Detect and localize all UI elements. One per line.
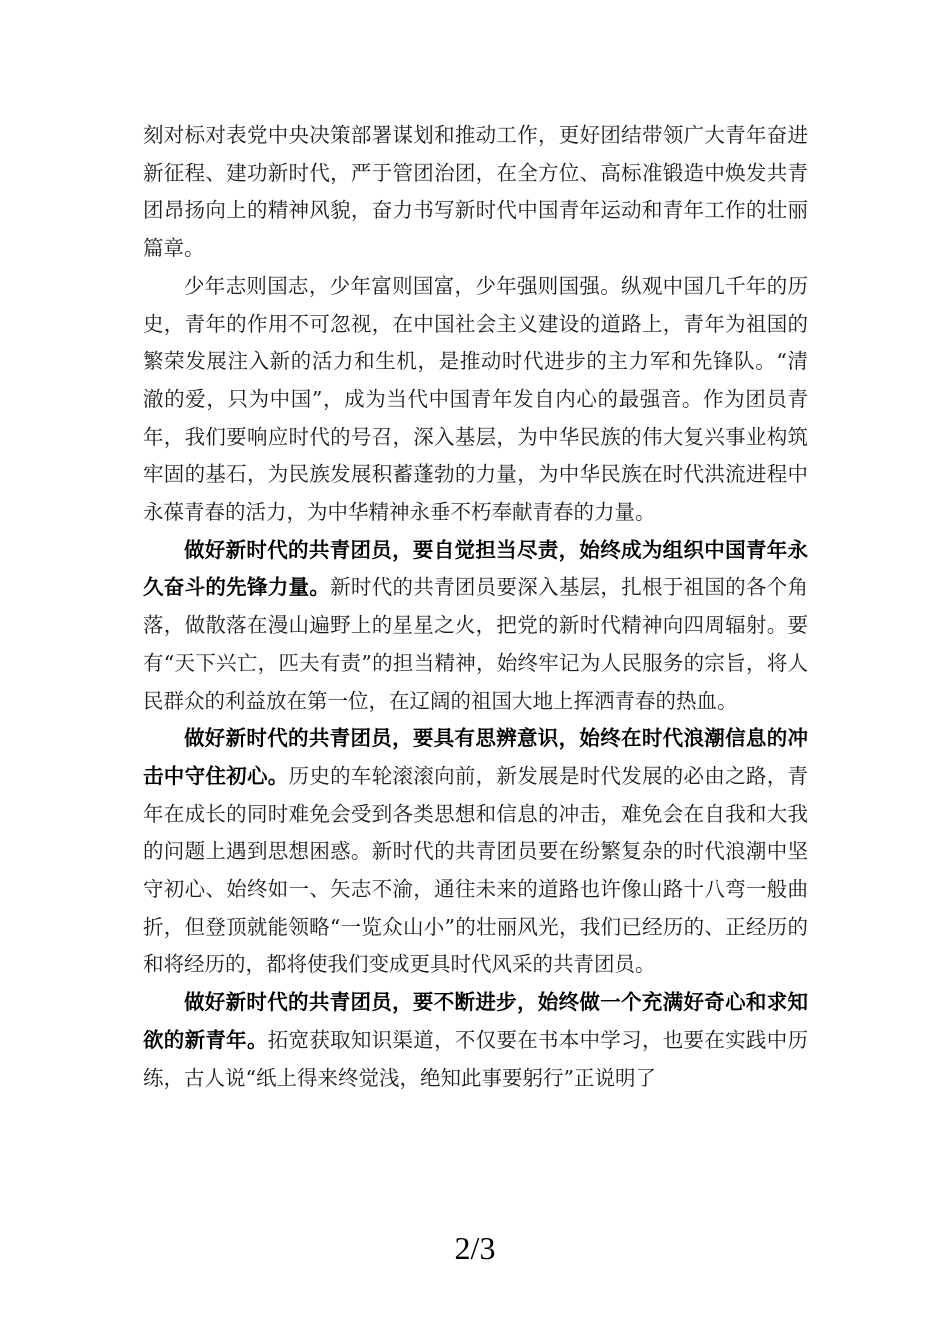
paragraph-1 — [143, 117, 808, 268]
paragraph-4 — [143, 720, 808, 984]
paragraph-3 — [143, 532, 808, 721]
paragraph-3-text: 新时代的共青团员要深入基层，扎根于祖国的各个角落，做散落在漫山遍野上的星星之火，把党的新时代精神向四周辐射。要有“天下兴亡，匹夫有责”的担当精神，始终牢记为人民服务的宗旨，将人民群众的利益放在第一位，在辽阔的祖国大地上挥洒青春的热血。 — [143, 575, 809, 713]
paragraph-2 — [143, 268, 808, 532]
paragraph-2-text: 少年志则国志，少年富则国富，少年强则国强。纵观中国几千年的历史，青年的作用不可忽视，在中国社会主义建设的道路上，青年为祖国的繁荣发展注入新的活力和生机，是推动时代进步的主力军和先锋队。“清澈的爱，只为中国”，成为当代中国青年发自内心的最强音。作为团员青年，我们要响应时代的号召，深入基层，为中华民族的伟大复兴事业构筑牢固的基石，为民族发展积蓄蓬勃的力量，为中华民族在时代洪流进程中永葆青春的活力，为中华精神永垂不朽奉献青春的力量。 — [143, 273, 808, 525]
paragraph-1-text: 刻对标对表党中央决策部署谋划和推动工作，更好团结带领广大青年奋进新征程、建功新时代，严于管团治团，在全方位、高标准锻造中焕发共青团昂扬向上的精神风貌，奋力书写新时代中国青年运动和青年工作的壮丽篇章。 — [143, 123, 808, 261]
paragraph-5-text: 拓宽获取知识渠道，不仅要在书本中学习，也要在实践中历练，古人说“纸上得来终觉浅，绝知此事要躬行”正说明了 — [143, 1027, 809, 1090]
paragraph-4-text: 历史的车轮滚滚向前，新发展是时代发展的必由之路，青年在成长的同时难免会受到各类思想和信息的冲击，难免会在自我和大我的问题上遇到思想困惑。新时代的共青团员要在纷繁复杂的时代浪潮中坚守初心、始终如一、矢志不渝，通往未来的道路也许像山路十八弯一般曲折，但登顶就能领略“一览众山小”的壮丽风光，我们已经历的、正经历的和将经历的，都将使我们变成更具时代风采的共青团员。 — [143, 763, 809, 977]
document-body — [143, 117, 808, 1097]
paragraph-4-bold-lead: 做好新时代的共青团员，要具有思辨意识，始终在时代浪潮信息的冲击中守住初心。 — [143, 726, 808, 788]
paragraph-5-bold-lead: 做好新时代的共青团员，要不断进步，始终做一个充满好奇心和求知欲的新青年。 — [143, 990, 808, 1052]
paragraph-3-bold-lead: 做好新时代的共青团员，要自觉担当尽责，始终成为组织中国青年永久奋斗的先锋力量。 — [143, 537, 808, 600]
page-number: 2/3 — [454, 1230, 496, 1266]
paragraph-5 — [143, 984, 808, 1097]
